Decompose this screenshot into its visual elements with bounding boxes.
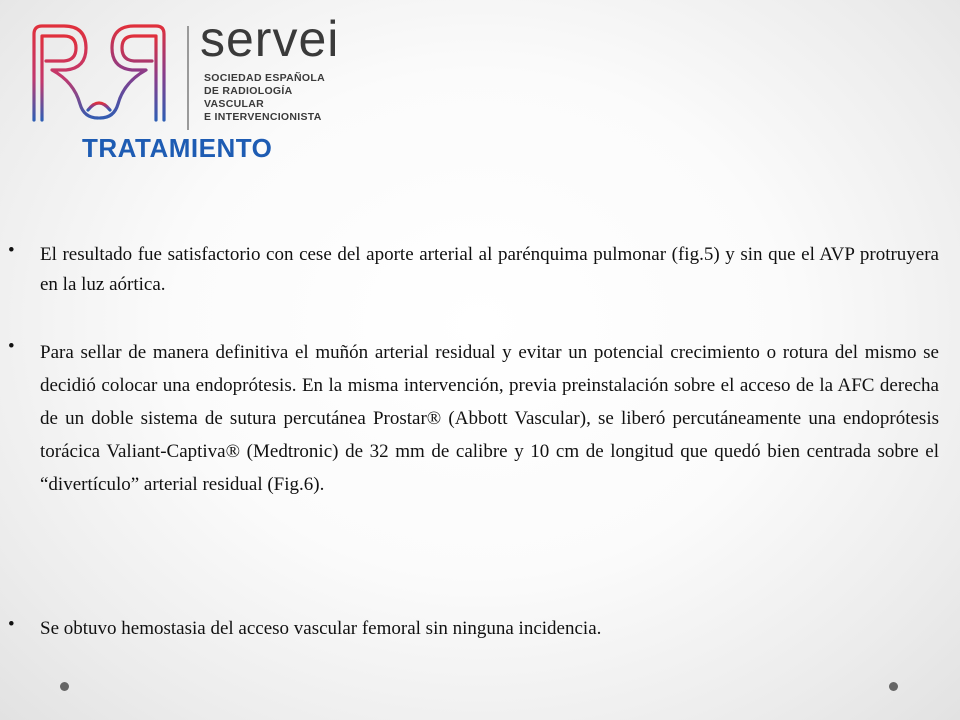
bullet-symbol: •	[8, 240, 15, 261]
logo-subtitle-line: SOCIEDAD ESPAÑOLA	[204, 72, 325, 84]
slide-title: TRATAMIENTO	[82, 133, 273, 163]
servei-logo	[28, 11, 340, 124]
logo-subtitle-line: DE RADIOLOGÍA	[204, 85, 293, 97]
decorative-dot-right	[889, 682, 898, 691]
logo-wordmark: servei	[200, 11, 340, 67]
logo-divider	[187, 26, 189, 130]
logo-subtitle-line: E INTERVENCIONISTA	[204, 111, 322, 123]
logo-subtitle	[204, 72, 325, 124]
logo-subtitle-line: VASCULAR	[204, 98, 264, 110]
bullet-symbol: •	[8, 336, 15, 357]
bullet-symbol: •	[8, 614, 15, 635]
bullet-text: El resultado fue satisfactorio con cese del aporte arterial al parénquima pulmonar (fig.5) y sin que el AVP protruyera en la luz aórtica.	[40, 244, 939, 295]
bullet-text: Se obtuvo hemostasia del acceso vascular femoral sin ninguna incidencia.	[40, 618, 602, 639]
rsr-monogram-icon	[28, 20, 178, 124]
bullet-text: Para sellar de manera definitiva el muñón arterial residual y evitar un potencial crecimiento o rotura del mismo se decidió colocar una endoprótesis. En la misma intervención, previa preinstalación sobre el acceso de la AFC derecha de un doble sistema de sutura percutánea Prostar® (Abbott Vascular), se liberó percutáneamente una endoprótesis torácica Valiant-Captiva® (Medtronic) de 32 mm de calibre y 10 cm de longitud que quedó bien centrada sobre el “divertículo” arterial residual (Fig.6).	[40, 342, 939, 495]
decorative-dot-left	[60, 682, 69, 691]
